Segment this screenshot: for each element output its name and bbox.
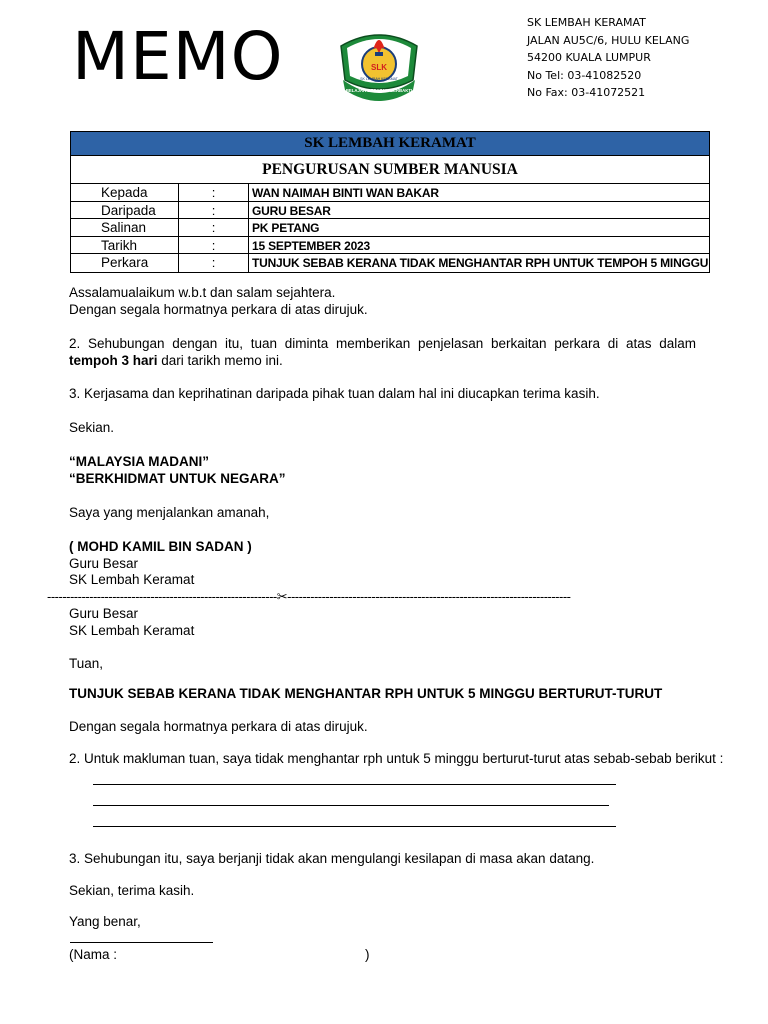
reason-line-2[interactable] bbox=[93, 805, 609, 806]
header-department: PENGURUSAN SUMBER MANUSIA bbox=[71, 156, 709, 184]
info-row-perkara bbox=[71, 254, 709, 272]
paragraph-3: 3. Kerjasama dan keprihatinan daripada pihak tuan dalam hal ini diucapkan terima kasih. bbox=[69, 386, 600, 401]
info-label: Daripada bbox=[71, 202, 179, 219]
slogan-negara: “BERKHIDMAT UNTUK NEGARA” bbox=[69, 471, 286, 486]
info-row-kepada bbox=[71, 184, 709, 202]
phone-number: No Tel: 03-41082520 bbox=[527, 68, 642, 82]
signatory-position: Guru Besar bbox=[69, 556, 139, 571]
reply-sincerely: Yang benar, bbox=[69, 914, 141, 929]
header-school-name: SK LEMBAH KERAMAT bbox=[71, 132, 709, 156]
paragraph-2-text: 2. Sehubungan dengan itu, tuan diminta memberikan penjelasan berkaitan perkara di atas dalam bbox=[69, 336, 696, 351]
memo-heading: MEMO bbox=[72, 18, 284, 95]
reply-subject: TUNJUK SEBAB KERANA TIDAK MENGHANTAR RPH UNTUK 5 MINGGU BERTURUT-TURUT bbox=[69, 686, 663, 701]
memo-header-table bbox=[70, 131, 710, 273]
logo-initials: SLK bbox=[371, 63, 387, 72]
reply-to-school: SK Lembah Keramat bbox=[69, 623, 195, 638]
reason-line-1[interactable] bbox=[93, 784, 616, 785]
closing: Sekian. bbox=[69, 420, 115, 435]
info-label: Perkara bbox=[71, 254, 179, 272]
info-row-salinan bbox=[71, 219, 709, 237]
reply-salutation: Tuan, bbox=[69, 656, 104, 671]
reply-reference: Dengan segala hormatnya perkara di atas dirujuk. bbox=[69, 719, 368, 734]
cut-line: ------------------------------------------------------------✂-------------------------------------------------------------------------- bbox=[47, 589, 571, 604]
info-label: Salinan bbox=[71, 219, 179, 236]
paragraph-2-end: dari tarikh memo ini. bbox=[157, 353, 283, 368]
address-line: SK LEMBAH KERAMAT bbox=[527, 16, 646, 29]
info-colon: : bbox=[179, 202, 249, 219]
trust-line: Saya yang menjalankan amanah, bbox=[69, 505, 270, 520]
reason-line-3[interactable] bbox=[93, 826, 616, 827]
info-label: Tarikh bbox=[71, 237, 179, 254]
logo-ring-text: SK LEMBAH KERAMAT bbox=[360, 77, 398, 81]
paragraph-2 bbox=[69, 335, 696, 369]
info-colon: : bbox=[179, 237, 249, 254]
school-logo bbox=[333, 20, 425, 104]
signatory-school: SK Lembah Keramat bbox=[69, 572, 195, 587]
address-line: 54200 KUALA LUMPUR bbox=[527, 51, 651, 64]
info-value: WAN NAIMAH BINTI WAN BAKAR bbox=[252, 186, 439, 200]
logo-motto: BELAJAR BERAZAM BERBAKTI bbox=[345, 88, 413, 93]
info-row-tarikh bbox=[71, 237, 709, 255]
reply-paragraph-2: 2. Untuk makluman tuan, saya tidak menghantar rph untuk 5 minggu berturut-turut atas sebab-sebab berikut : bbox=[69, 751, 724, 766]
info-value: PK PETANG bbox=[252, 221, 320, 235]
slogan-madani: “MALAYSIA MADANI” bbox=[69, 454, 210, 469]
info-value: 15 SEPTEMBER 2023 bbox=[252, 238, 370, 253]
address-line: JALAN AU5C/6, HULU KELANG bbox=[527, 33, 690, 47]
name-field-close: ) bbox=[365, 947, 370, 962]
signatory-name: ( MOHD KAMIL BIN SADAN ) bbox=[69, 539, 252, 554]
reference-line: Dengan segala hormatnya perkara di atas dirujuk. bbox=[69, 302, 368, 317]
deadline-text: tempoh 3 hari bbox=[69, 353, 158, 368]
info-row-daripada bbox=[71, 202, 709, 220]
greeting: Assalamualaikum w.b.t dan salam sejahtera. bbox=[69, 285, 336, 300]
signature-line[interactable] bbox=[70, 942, 213, 943]
reply-to-position: Guru Besar bbox=[69, 606, 139, 621]
info-value: TUNJUK SEBAB KERANA TIDAK MENGHANTAR RPH UNTUK TEMPOH 5 MINGGU bbox=[252, 256, 709, 270]
reply-paragraph-3: 3. Sehubungan itu, saya berjanji tidak akan mengulangi kesilapan di masa akan datang. bbox=[69, 851, 595, 866]
fax-number: No Fax: 03-41072521 bbox=[527, 86, 646, 99]
info-colon: : bbox=[179, 184, 249, 201]
name-field-label: (Nama : bbox=[69, 947, 118, 962]
reply-thanks: Sekian, terima kasih. bbox=[69, 883, 195, 898]
info-value: GURU BESAR bbox=[252, 203, 331, 218]
info-label: Kepada bbox=[71, 184, 179, 201]
info-colon: : bbox=[179, 219, 249, 236]
info-colon: : bbox=[179, 254, 249, 272]
school-address bbox=[527, 14, 689, 102]
